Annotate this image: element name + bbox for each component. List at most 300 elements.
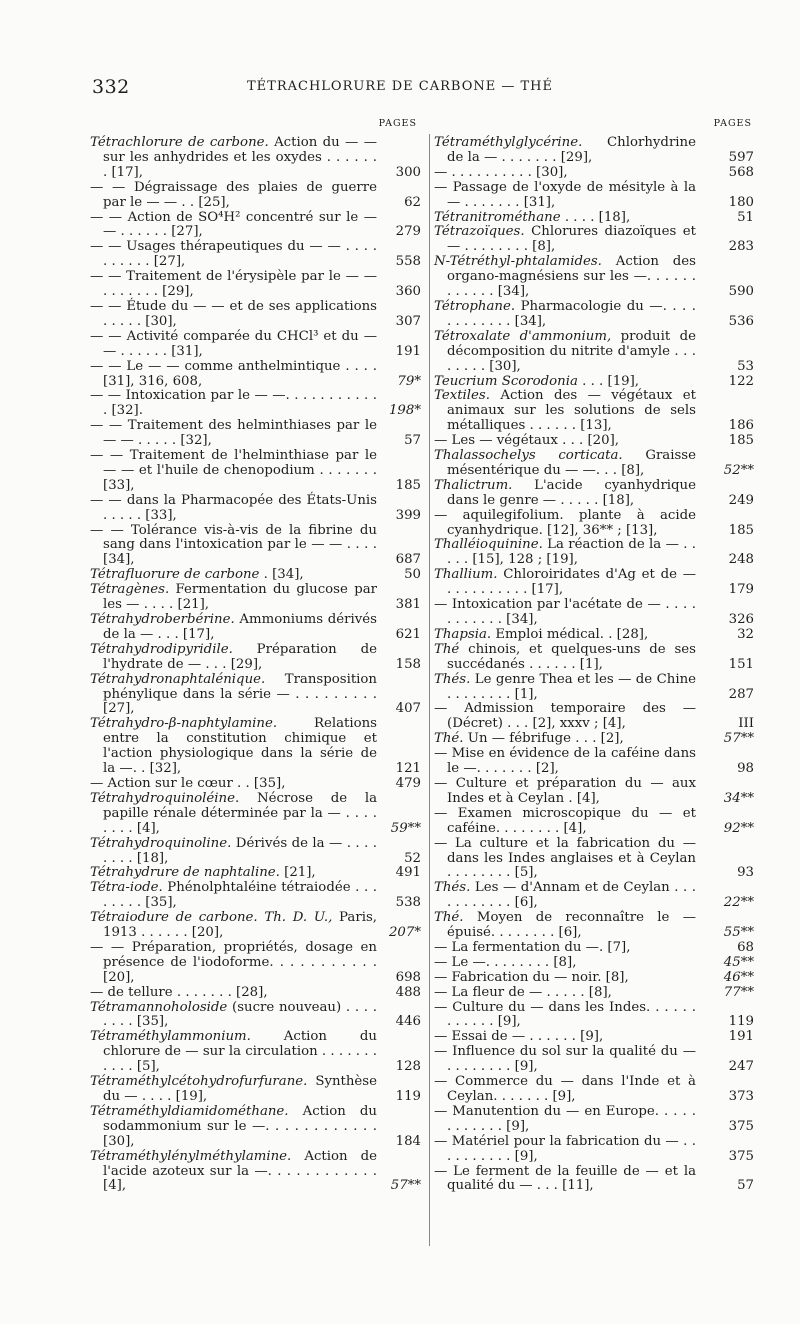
entry-text xyxy=(434,389,696,434)
entry-text xyxy=(90,1105,377,1150)
entry-page-number: 68 xyxy=(737,939,754,955)
entry-description: Préparation de l'hydrate de — . . . [29], xyxy=(103,641,377,672)
entry-text xyxy=(90,270,377,300)
entry-text xyxy=(434,1105,696,1135)
entry-text xyxy=(434,702,696,732)
entry-page-number: 287 xyxy=(728,686,754,702)
page-header xyxy=(92,76,708,100)
entry-text xyxy=(434,971,696,986)
entry-page-number: 407 xyxy=(395,701,421,717)
index-entry xyxy=(90,866,425,881)
entry-description: . [34], xyxy=(259,567,304,583)
entry-page-number: 446 xyxy=(395,1014,421,1030)
entry-description: Action du chlorure de — sur la circulation . . . . . . . . . . . [5], xyxy=(103,1029,377,1075)
entry-page-number: 57 xyxy=(737,1178,754,1194)
entry-text xyxy=(90,1150,377,1195)
entry-text xyxy=(90,568,377,583)
entry-text xyxy=(434,509,696,539)
index-entry xyxy=(434,881,756,911)
entry-description: — La culture et la fabrication du — dans les Indes anglaises et à Ceylan . . . . . . . . [5], xyxy=(434,835,696,881)
entry-text xyxy=(434,255,696,300)
entry-text xyxy=(434,628,696,643)
entry-description: (sucre nouveau) . . . . . . . . [35], xyxy=(103,999,377,1030)
entry-text xyxy=(434,1135,696,1165)
entry-page-number: 247 xyxy=(728,1059,754,1075)
entry-description: — Essai de — . . . . . . [9], xyxy=(434,1029,604,1045)
entry-description: Chloroiridates d'Ag et de — . . . . . . . . . . [17], xyxy=(447,567,696,598)
entry-text xyxy=(434,449,696,479)
entry-text xyxy=(434,300,696,330)
index-entry xyxy=(434,702,756,732)
entry-description: Chlorhydrine de la — . . . . . . . [29], xyxy=(447,135,696,165)
index-entry xyxy=(434,434,756,449)
entry-headword: Tétramannoholoside xyxy=(90,999,228,1015)
entry-text xyxy=(434,732,696,747)
entry-description: — Les — végétaux . . . [20], xyxy=(434,433,620,449)
index-entry xyxy=(434,375,756,390)
index-entry xyxy=(90,568,425,583)
entry-page-number: 373 xyxy=(728,1089,754,1104)
index-entry xyxy=(90,717,425,777)
entry-page-number: 186 xyxy=(728,418,754,434)
index-entry xyxy=(90,1105,425,1150)
entry-description: — — Intoxication par le — —. . . . . . . . . . . . [32]. xyxy=(90,388,377,419)
entry-headword: Tétraméthyldiamidométhane. xyxy=(90,1103,289,1119)
index-entry xyxy=(90,1075,425,1105)
entry-text xyxy=(434,673,696,703)
entry-page-number: 381 xyxy=(395,597,421,613)
entry-page-number: 98 xyxy=(737,761,754,777)
entry-text xyxy=(90,837,377,867)
entry-description: Graisse mésentérique du — —. . . [8], xyxy=(447,448,697,478)
entry-headword: Thapsia. xyxy=(434,626,492,642)
entry-description: — Action sur le cœur . . [35], xyxy=(90,775,286,791)
entry-page-number: 57 xyxy=(404,433,421,449)
entry-description: — Fabrication du — noir. [8], xyxy=(434,969,629,985)
pages-column-label: PAGES xyxy=(378,118,417,129)
index-entry xyxy=(90,583,425,613)
entry-text xyxy=(90,300,377,330)
entry-page-number: 180 xyxy=(728,194,754,210)
entry-text xyxy=(434,225,696,255)
entry-text xyxy=(434,837,696,882)
entry-page-number: 59** xyxy=(390,820,421,836)
entry-page-number: 249 xyxy=(728,492,754,508)
entry-page-number: 79* xyxy=(397,373,421,389)
entry-text xyxy=(90,777,377,792)
entry-text xyxy=(434,330,696,375)
entry-text xyxy=(90,1030,377,1075)
entry-text xyxy=(434,598,696,628)
index-entry xyxy=(90,1150,425,1195)
entry-page-number: 191 xyxy=(395,343,421,359)
index-entry xyxy=(90,389,425,419)
entry-description: produit de décomposition du nitrite d'amyle . . . . . . . . [30], xyxy=(447,328,696,374)
entry-headword: Thé. xyxy=(434,910,464,926)
entry-page-number: 479 xyxy=(395,775,421,791)
entry-text xyxy=(434,166,696,181)
entry-page-number: 185 xyxy=(728,433,754,449)
index-entry xyxy=(434,986,756,1001)
entry-description: Synthèse du — . . . . [19], xyxy=(103,1074,377,1104)
entry-headword: Thalassochelys corticata. xyxy=(434,448,623,464)
entry-page-number: 55** xyxy=(723,925,754,941)
index-entry xyxy=(434,1001,756,1031)
entry-headword: Thallium. xyxy=(434,567,498,583)
index-entry xyxy=(434,1030,756,1045)
entry-page-number: 151 xyxy=(728,656,754,672)
column-divider xyxy=(429,134,430,1246)
entry-description: — La fleur de — . . . . . [8], xyxy=(434,984,612,1000)
entry-text xyxy=(90,881,377,911)
entry-description: . . . . [18], xyxy=(560,209,631,225)
entry-text xyxy=(90,717,377,777)
entry-headword: Tétranitrométhane xyxy=(434,209,561,225)
entry-headword: Tétraméthylglycérine. xyxy=(434,135,583,150)
entry-page-number: 558 xyxy=(395,254,421,270)
index-entry xyxy=(434,911,756,941)
entry-description: — — Action de SO⁴H² concentré sur le — — . . . . . . [27], xyxy=(90,209,377,240)
entry-description: — . . . . . . . . . . [30], xyxy=(434,164,568,180)
index-entry xyxy=(434,628,756,643)
entry-headword: Thalictrum. xyxy=(434,477,513,493)
entry-page-number: 185 xyxy=(395,477,421,493)
entry-text xyxy=(434,986,696,1001)
entry-description: — Mise en évidence de la caféine dans le —. . . . . . . [2], xyxy=(434,746,696,777)
entry-description: — — dans la Pharmacopée des États-Unis . . . . . [33], xyxy=(90,492,377,523)
entry-page-number: 375 xyxy=(728,1118,754,1134)
index-entry xyxy=(90,136,425,181)
entry-text xyxy=(90,419,377,449)
entry-text xyxy=(434,747,696,777)
index-entry xyxy=(90,643,425,673)
entry-text xyxy=(434,1045,696,1075)
entry-text xyxy=(90,360,377,390)
entry-description: — La fermentation du —. [7], xyxy=(434,939,631,955)
entry-description: Moyen de reconnaître le — épuisé. . . . . . . . [6], xyxy=(447,910,696,941)
entry-headword: Tétraméthylcétohydrofurfurane. xyxy=(90,1074,308,1090)
index-entry xyxy=(90,494,425,524)
entry-text xyxy=(434,643,696,673)
entry-page-number: 568 xyxy=(728,164,754,180)
entry-page-number: 92** xyxy=(723,820,754,836)
entry-description: — Influence du sol sur la qualité du — . . . . . . . . [9], xyxy=(434,1044,696,1075)
entry-text xyxy=(90,613,377,643)
entry-headword: Tétrahydronaphtalénique. xyxy=(90,671,266,687)
entry-text xyxy=(90,136,377,181)
entry-page-number: III xyxy=(738,716,754,732)
entry-description: — — Usages thérapeutiques du — — . . . . . . . . . . [27], xyxy=(90,239,377,270)
entry-description: — — Dégraissage des plaies de guerre par le — — . . [25], xyxy=(90,179,377,210)
entry-page-number: 248 xyxy=(728,552,754,568)
index-entry xyxy=(90,419,425,449)
index-entry xyxy=(434,747,756,777)
index-entry xyxy=(90,1001,425,1031)
entry-description: Action du — — sur les anhydrides et les oxydes . . . . . . . [17], xyxy=(103,135,377,180)
entry-page-number: 179 xyxy=(728,582,754,598)
entry-page-number: 198* xyxy=(388,403,421,419)
entry-description: Action des organo-magnésiens sur les —. . . . . . . . . . . . [34], xyxy=(447,254,696,300)
entry-page-number: 536 xyxy=(728,313,754,329)
entry-text xyxy=(434,1075,696,1105)
entry-page-number: 52** xyxy=(723,462,754,478)
entry-headword: Tétrophane. xyxy=(434,298,516,314)
entry-text xyxy=(434,181,696,211)
entry-text xyxy=(90,389,377,419)
entry-headword: Tétraméthylénylméthylamine. xyxy=(90,1148,292,1164)
entry-text xyxy=(434,956,696,971)
entry-text xyxy=(90,1075,377,1105)
entry-page-number: 300 xyxy=(395,164,421,180)
entry-description: — — Préparation, propriétés, dosage en présence de l'iodoforme. . . . . . . . . . . [20], xyxy=(90,939,377,985)
entry-description: — Manutention du — en Europe. . . . . . . . . . . . [9], xyxy=(434,1103,696,1134)
index-entry xyxy=(434,1075,756,1105)
index-entry xyxy=(434,1045,756,1075)
entry-text xyxy=(90,583,377,613)
entry-description: Transposition phénylique dans la série — . . . . . . . . . [27], xyxy=(103,671,377,717)
entry-headword: Tétrahydrure de naphtaline. xyxy=(90,865,280,881)
entry-page-number: 597 xyxy=(728,149,754,165)
entry-description: Un — fébrifuge . . . [2], xyxy=(463,731,624,747)
index-entry xyxy=(434,225,756,255)
entry-description: Chlorures diazoïques et — . . . . . . . . [8], xyxy=(447,224,696,255)
entry-description: chinois, et quelques-uns de ses succédanés . . . . . . [1], xyxy=(447,641,696,672)
entry-page-number: 185 xyxy=(728,522,754,538)
entry-description: — — Étude du — — et de ses applications . . . . . [30], xyxy=(90,298,377,329)
index-entry xyxy=(434,568,756,598)
entry-page-number: 488 xyxy=(395,984,421,1000)
entry-page-number: 621 xyxy=(395,626,421,642)
index-entry xyxy=(434,181,756,211)
index-entry xyxy=(434,673,756,703)
entry-description: Action de l'acide azoteux sur la —. . . . . . . . . . . . [4], xyxy=(103,1148,377,1194)
entry-headword: Tétraméthylammonium. xyxy=(90,1029,251,1045)
entry-description: — Matériel pour la fabrication du — . . . . . . . . . . [9], xyxy=(434,1133,696,1164)
entry-description: L'acide cyanhydrique dans le genre — . . . . . [18], xyxy=(447,477,696,508)
entry-headword: Tétrachlorure de carbone. xyxy=(90,135,269,150)
left-entry-list xyxy=(90,136,425,1194)
index-entry xyxy=(90,240,425,270)
entry-page-number: 62 xyxy=(404,194,421,210)
entry-description: — de tellure . . . . . . . [28], xyxy=(90,984,268,1000)
index-entry xyxy=(434,643,756,673)
entry-description: — — Traitement de l'helminthiase par le — — et l'huile de chenopodium . . . . . . . [33], xyxy=(90,448,377,493)
index-entry xyxy=(90,330,425,360)
entry-description: Ammoniums dérivés de la — . . . [17], xyxy=(103,612,377,642)
entry-description: — Le ferment de la feuille de — et la qualité du — . . . [11], xyxy=(434,1163,696,1194)
entry-headword: Thés. xyxy=(434,671,471,687)
entry-text xyxy=(90,181,377,211)
entry-page-number: 122 xyxy=(728,373,754,389)
entry-description: — — Activité comparée du CHCl³ et du — — . . . . . . [31], xyxy=(90,328,377,359)
index-entry xyxy=(90,181,425,211)
entry-description: Action du sodammonium sur le —. . . . . . . . . . . . [30], xyxy=(103,1103,377,1149)
entry-page-number: 491 xyxy=(395,865,421,881)
entry-text xyxy=(90,911,377,941)
entry-text xyxy=(90,673,377,718)
index-entry xyxy=(90,300,425,330)
entry-page-number: 119 xyxy=(728,1014,754,1030)
entry-description: Pharmacologie du —. . . . . . . . . . . . [34], xyxy=(447,298,696,329)
entry-page-number: 128 xyxy=(395,1059,421,1075)
page-number: 332 xyxy=(92,76,130,98)
index-entry xyxy=(434,389,756,434)
index-entry xyxy=(90,792,425,837)
entry-text xyxy=(434,941,696,956)
entry-headword: Teucrium Scorodonia xyxy=(434,373,578,389)
index-entry xyxy=(90,360,425,390)
entry-description: La réaction de la — . . . . . [15], 128 ; [19], xyxy=(447,537,696,568)
entry-page-number: 360 xyxy=(395,284,421,300)
entry-headword: Tétrahydroquinoline. xyxy=(90,835,232,851)
entry-description: — Culture et préparation du — aux Indes et à Ceylan . [4], xyxy=(434,775,696,806)
entry-description: Relations entre la constitution chimique et l'action physiologique dans la série de la —. . [32], xyxy=(103,716,377,777)
entry-headword: Tétraiodure de carbone. Th. D. U., xyxy=(90,910,333,926)
entry-page-number: 121 xyxy=(395,761,421,777)
index-entry xyxy=(90,613,425,643)
entry-page-number: 687 xyxy=(395,552,421,568)
entry-headword: Tétrahydroberbérine. xyxy=(90,612,235,627)
index-entry xyxy=(434,941,756,956)
entry-description: Phénolphtaléine tétraiodée . . . . . . . . [35], xyxy=(103,880,377,911)
entry-page-number: 51 xyxy=(737,209,754,225)
entry-text xyxy=(90,643,377,673)
index-entry xyxy=(90,941,425,986)
entry-text xyxy=(90,240,377,270)
entry-page-number: 590 xyxy=(728,284,754,300)
index-entry xyxy=(90,270,425,300)
entry-page-number: 50 xyxy=(404,567,421,583)
entry-page-number: 375 xyxy=(728,1148,754,1164)
index-entry xyxy=(90,524,425,569)
entry-description: — Passage de l'oxyde de mésityle à la — . . . . . . . [31], xyxy=(434,179,696,210)
entry-page-number: 326 xyxy=(728,612,754,627)
index-entry xyxy=(434,211,756,226)
entry-text xyxy=(90,494,377,524)
entry-headword: Thés. xyxy=(434,880,471,896)
entry-text xyxy=(434,807,696,837)
right-entry-list xyxy=(434,136,756,1194)
index-entry xyxy=(434,956,756,971)
entry-description: — Examen microscopique du — et caféine. . . . . . . . [4], xyxy=(434,805,696,836)
index-entry xyxy=(434,807,756,837)
entry-text xyxy=(434,881,696,911)
entry-page-number: 538 xyxy=(395,895,421,911)
entry-text xyxy=(90,449,377,494)
entry-headword: Tétra-iode. xyxy=(90,880,163,896)
entry-description: — Admission temporaire des — (Décret) . . . [2], xxxv ; [4], xyxy=(434,701,696,732)
entry-page-number: 399 xyxy=(395,507,421,523)
entry-page-number: 52 xyxy=(404,850,421,866)
index-entry xyxy=(434,136,756,166)
index-entry xyxy=(434,255,756,300)
entry-text xyxy=(434,1030,696,1045)
entry-page-number: 93 xyxy=(737,865,754,881)
entry-text xyxy=(90,524,377,569)
entry-description: . . . [19], xyxy=(577,373,640,389)
entry-page-number: 45** xyxy=(723,954,754,970)
index-entry xyxy=(434,971,756,986)
entry-description: — Le —. . . . . . . . [8], xyxy=(434,954,577,970)
entry-description: Dérivés de la — . . . . . . . . [18], xyxy=(103,835,377,866)
entry-headword: Tétrafluorure de carbone xyxy=(90,567,260,583)
index-entry xyxy=(434,1165,756,1195)
index-entry xyxy=(434,449,756,479)
entry-headword: Thé xyxy=(434,641,460,657)
right-column xyxy=(434,118,756,1194)
entry-headword: Tétragènes. xyxy=(90,582,170,598)
entry-headword: Tétrahydrodipyridile. xyxy=(90,641,233,657)
left-column xyxy=(90,118,425,1194)
entry-page-number: 57** xyxy=(723,731,754,747)
entry-page-number: 32 xyxy=(737,626,754,642)
entry-text xyxy=(90,211,377,241)
entry-text xyxy=(90,330,377,360)
entry-text xyxy=(90,866,377,881)
entry-description: Les — d'Annam et de Ceylan . . . . . . . . . . . [6], xyxy=(447,880,696,911)
entry-text xyxy=(434,568,696,598)
entry-description: Action des — végétaux et animaux sur les solutions de sels métalliques . . . . . . [13], xyxy=(447,388,696,434)
entry-page-number: 22** xyxy=(723,895,754,911)
entry-text xyxy=(434,375,696,390)
index-entry xyxy=(90,986,425,1001)
entry-page-number: 698 xyxy=(395,969,421,985)
entry-page-number: 34** xyxy=(723,790,754,806)
index-entry xyxy=(434,538,756,568)
index-entry xyxy=(90,881,425,911)
entry-description: Fermentation du glucose par les — . . . . [21], xyxy=(103,582,377,613)
entry-description: — Culture du — dans les Indes. . . . . . . . . . . . [9], xyxy=(434,999,696,1030)
index-entry xyxy=(434,1105,756,1135)
entry-page-number: 46** xyxy=(723,969,754,985)
entry-page-number: 184 xyxy=(395,1133,421,1149)
index-entry xyxy=(434,300,756,330)
entry-page-number: 57** xyxy=(390,1178,421,1194)
index-entry xyxy=(434,837,756,882)
index-entry xyxy=(90,911,425,941)
entry-text xyxy=(434,434,696,449)
entry-description: Paris, 1913 . . . . . . [20], xyxy=(103,910,377,941)
entry-description: — aquilegifolium. plante à acide cyanhydrique. [12], 36** ; [13], xyxy=(434,507,696,538)
entry-text xyxy=(434,911,696,941)
entry-text xyxy=(434,538,696,568)
entry-text xyxy=(90,941,377,986)
entry-description: — — Traitement des helminthiases par le — — . . . . . [32], xyxy=(90,418,377,449)
entry-page-number: 283 xyxy=(728,239,754,255)
entry-headword: Tétrahydro-β-naphtylamine. xyxy=(90,716,278,732)
index-entry xyxy=(90,837,425,867)
index-entry xyxy=(434,777,756,807)
entry-page-number: 158 xyxy=(395,656,421,672)
entry-text xyxy=(434,479,696,509)
entry-text xyxy=(434,211,696,226)
entry-text xyxy=(434,777,696,807)
entry-text xyxy=(90,1001,377,1031)
entry-description: — — Traitement de l'érysipèle par le — — . . . . . . . [29], xyxy=(90,269,377,300)
entry-description: Nécrose de la papille rénale déterminée par la — . . . . . . . . [4], xyxy=(103,790,377,836)
index-entry xyxy=(434,732,756,747)
pages-column-label: PAGES xyxy=(713,118,752,129)
entry-headword: Tétrahydroquinoléine. xyxy=(90,790,240,806)
entry-text xyxy=(90,792,377,837)
index-entry xyxy=(434,330,756,375)
entry-page-number: 53 xyxy=(737,358,754,374)
entry-page-number: 77** xyxy=(723,984,754,1000)
entry-description: Emploi médical. . [28], xyxy=(491,626,649,642)
entry-headword: Tétroxalate d'ammonium, xyxy=(434,328,612,344)
entry-description: — — Le — — comme anthelmintique . . . . [31], 316, 608, xyxy=(90,358,377,389)
running-title: TÉTRACHLORURE DE CARBONE — THÉ xyxy=(247,79,553,94)
